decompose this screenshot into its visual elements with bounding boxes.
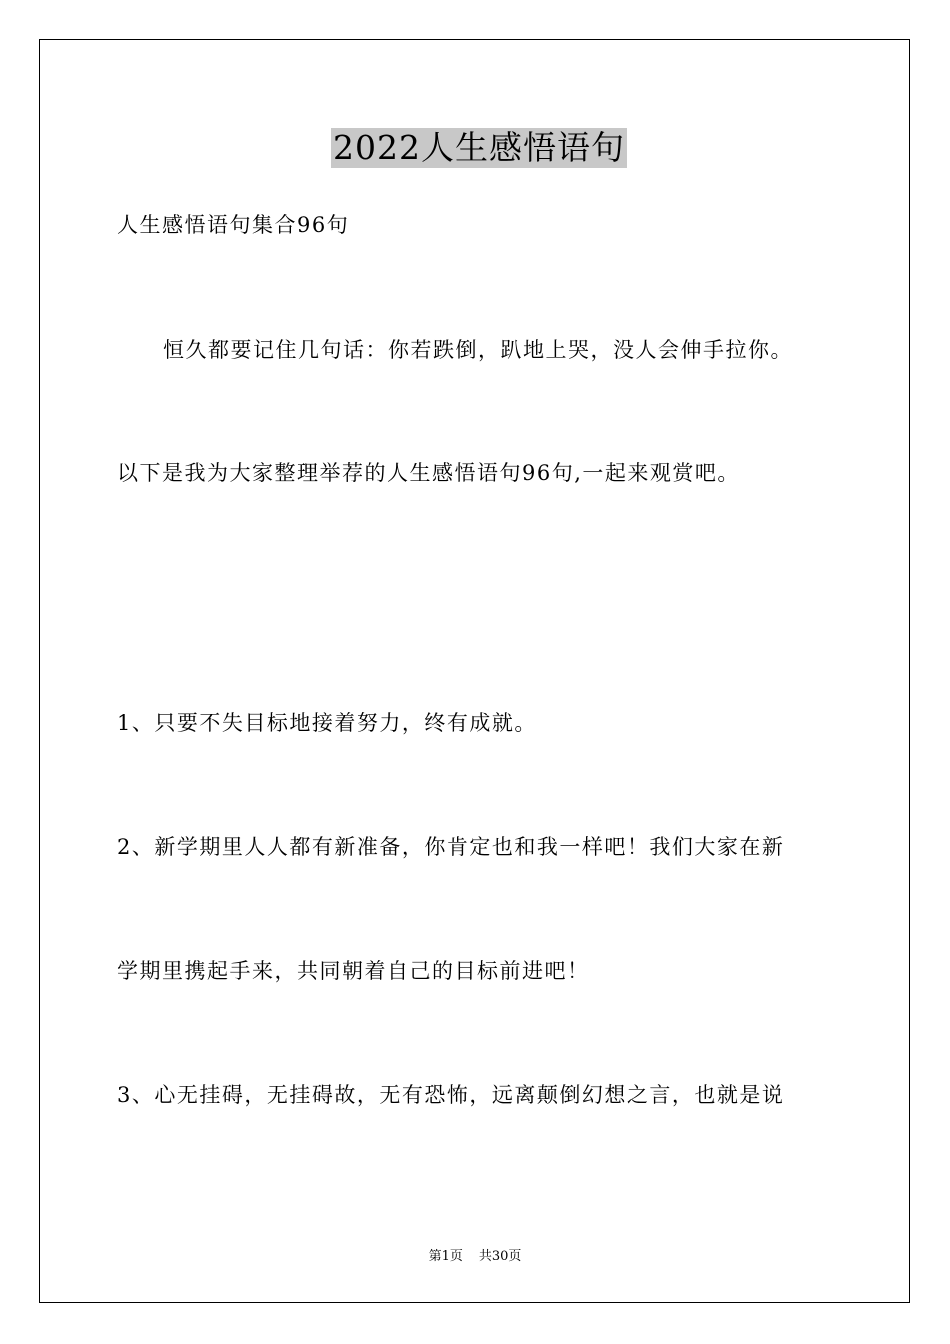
paragraph-intro-continued: 以下是我为大家整理举荐的人生感悟语句96句,一起来观赏吧。 xyxy=(117,461,740,485)
paragraph-intro: 恒久都要记住几句话：你若跌倒，趴地上哭，没人会伸手拉你。 xyxy=(163,338,793,362)
page-total: 共30页 xyxy=(478,1249,522,1264)
page-number: 第1页 xyxy=(428,1249,463,1264)
quote-item-2-continued: 学期里携起手来，共同朝着自己的目标前进吧！ xyxy=(117,959,590,983)
document-title: 2022人生感悟语句 xyxy=(333,128,625,167)
quote-item-2: 2、新学期里人人都有新准备，你肯定也和我一样吧！我们大家在新 xyxy=(117,835,785,859)
quote-item-1: 1、只要不失目标地接着努力，终有成就。 xyxy=(117,711,537,735)
page-footer xyxy=(0,1248,950,1266)
document-subtitle: 人生感悟语句集合96句 xyxy=(117,213,350,237)
quote-item-3: 3、心无挂碍，无挂碍故，无有恐怖，远离颠倒幻想之言，也就是说 xyxy=(117,1083,785,1107)
